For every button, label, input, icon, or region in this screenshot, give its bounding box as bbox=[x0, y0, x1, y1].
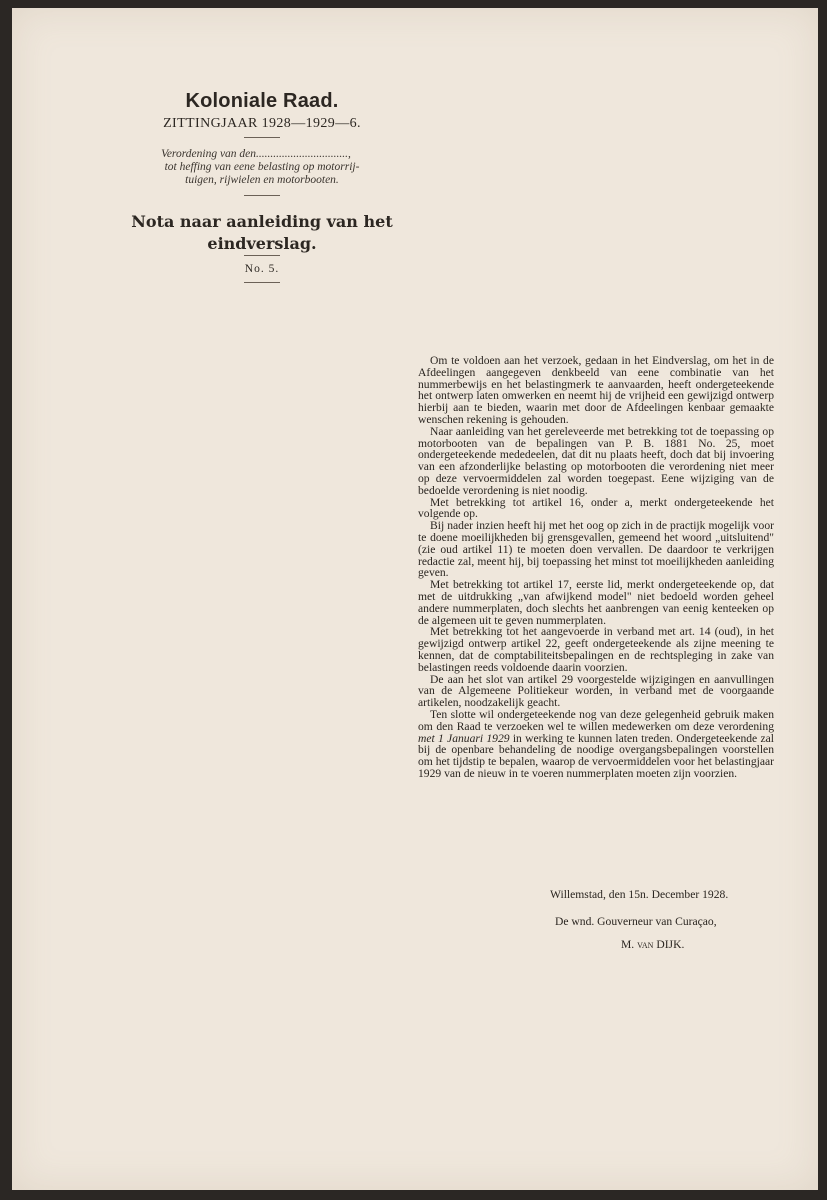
final-part-2: in werking te kunnen laten treden. Ondergeteekende zal bij de openbare behandeling de noodige overgangsbepalingen voorstellen om het tijdstip te bepalen, waarop de vervoermiddelen voor het belastingjaar 1929 van de nieuw in te voeren nummerplaten moeten zijn voorzien. bbox=[418, 731, 774, 780]
council-title: Koloniale Raad. bbox=[185, 90, 339, 112]
name-initial: M. bbox=[621, 938, 638, 951]
body-paragraph: De aan het slot van artikel 29 voorgestelde wijzigingen en aanvullingen van de Algemeene Politiekeur worden, in verband met de voorgaande artikelen, noodzakelijk geacht. bbox=[418, 672, 774, 710]
divider bbox=[244, 137, 280, 138]
body-paragraph: Bij nader inzien heeft hij met het oog op zich in de practijk mogelijk voor te doene moeilijkheden bij grensgevallen, gemeend het woord „uitsluitend" (zie oud artikel 11) te moeten doen vervallen. De daardoor te verkrijgen redactie zal, meent hij, bij toepassing het minst tot moeilijkheden aanleiding geven. bbox=[418, 519, 774, 580]
ordinance-line-2: tot heffing van eene belasting op motorrij- bbox=[164, 161, 360, 173]
body-paragraph: Met betrekking tot artikel 17, eerste lid, merkt ondergeteekende op, dat met de uitdrukking „van afwijkend model" niet bedoeld worden geheel andere nummerplaten, doch slechts het aanbrengen van eenig kenteeken op de algemeen uit te geven nummerplaten. bbox=[418, 578, 774, 627]
name-particle: van bbox=[637, 938, 654, 951]
divider bbox=[244, 282, 280, 283]
document-page bbox=[12, 8, 818, 1190]
effective-date: met 1 Januari 1929 bbox=[418, 731, 510, 745]
nota-title bbox=[112, 211, 412, 255]
letter-body bbox=[418, 355, 774, 780]
name-surname: DIJK. bbox=[653, 938, 685, 951]
divider bbox=[244, 255, 280, 256]
signatory-name bbox=[621, 938, 684, 951]
body-paragraph-final bbox=[418, 709, 774, 780]
body-paragraph: Om te voldoen aan het verzoek, gedaan in het Eindverslag, om het in de Afdeelingen aangegeven denkbeeld van eene combinatie van het nummerbewijs en het belastingmerk te aanvaarden, heeft ondergeteekende het ontwerp laten omwerken en neemt hij de vrijheid een gewijzigd ontwerp hierbij aan te bieden, waarin met door de Afdeelingen kenbaar gemaakte wenschen rekening is gehouden. bbox=[418, 354, 774, 426]
nota-title-line-1: Nota naar aanleiding van het bbox=[131, 212, 393, 231]
ordinance-line-1: Verordening van den................................, bbox=[161, 148, 351, 160]
ordinance-line-3: tuigen, rijwielen en motorbooten. bbox=[185, 174, 339, 186]
final-part-1: Ten slotte wil ondergeteekende nog van deze gelegenheid gebruik maken om den Raad te verzoeken wel te willen medewerken om deze verordening bbox=[418, 707, 774, 733]
nota-title-line-2: eindverslag. bbox=[207, 234, 317, 253]
place-date: Willemstad, den 15n. December 1928. bbox=[550, 888, 729, 901]
signatory-role: De wnd. Gouverneur van Curaçao, bbox=[555, 915, 717, 928]
body-paragraph: Naar aanleiding van het gereleveerde met betrekking tot de toepassing op motorbooten van de bepalingen van P. B. 1881 No. 25, moet ondergeteekende mededeelen, dat dit nu plaats heeft, doch dat bij invoering van een afzonderlijke belasting op motorbooten die verordening niet meer op deze vervoermiddelen zal worden toegepast. Eene wijziging van de bedoelde verordening is niet noodig. bbox=[418, 424, 774, 497]
body-paragraph: Met betrekking tot het aangevoerde in verband met art. 14 (oud), in het gewijzigd ontwerp artikel 22, geeft ondergeteekende als zijne meening te kennen, dat de comptabiliteitsbepalingen en de rechtspleging in zake van belastingen reeds voldoende daarin voorzien. bbox=[418, 625, 774, 674]
divider bbox=[244, 195, 280, 196]
document-number: No. 5. bbox=[244, 263, 280, 275]
session-year: ZITTINGJAAR 1928—1929—6. bbox=[163, 116, 361, 131]
ordinance-title bbox=[130, 148, 382, 187]
body-paragraph: Met betrekking tot artikel 16, onder a, merkt ondergeteekende het volgende op. bbox=[418, 495, 774, 521]
